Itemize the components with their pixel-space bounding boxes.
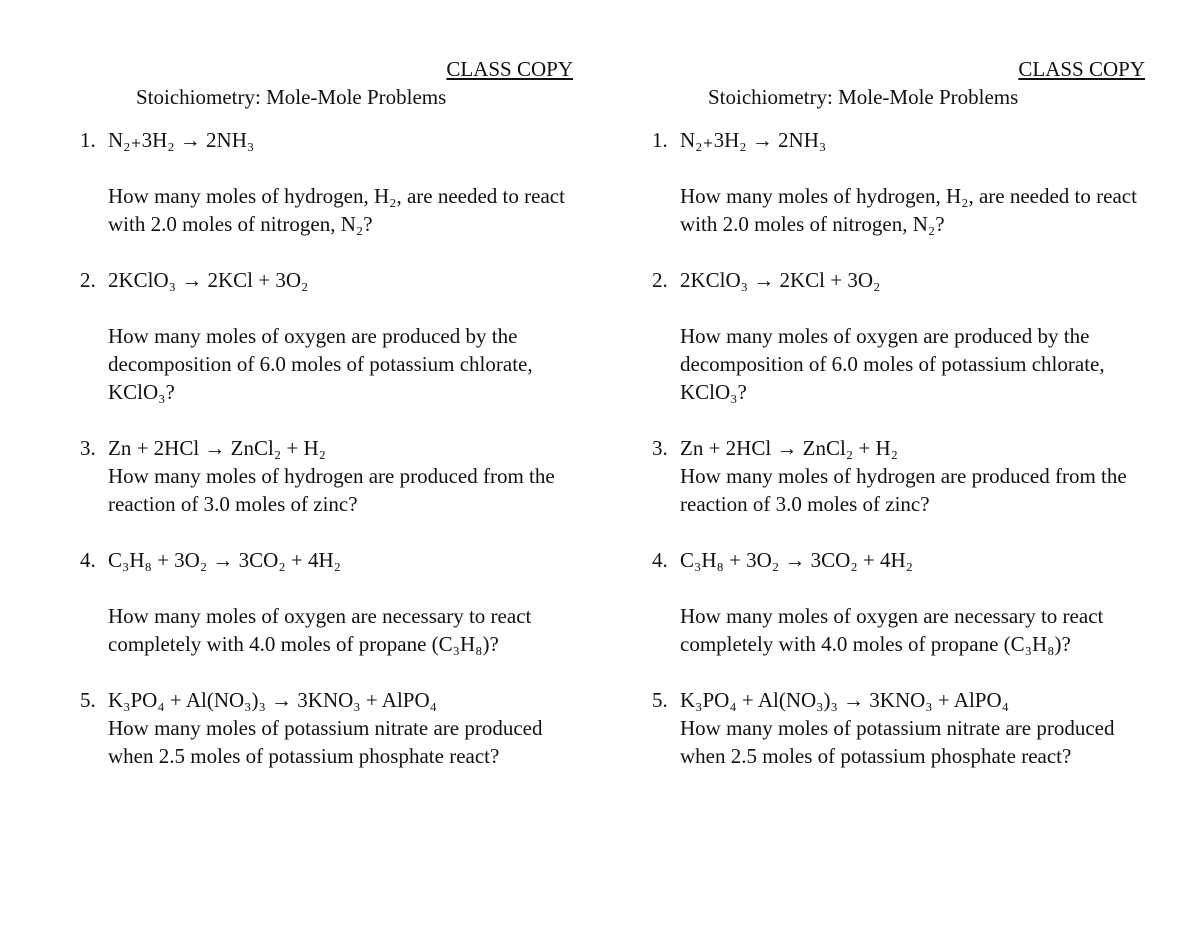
problem-4 bbox=[80, 546, 580, 658]
problem-2 bbox=[652, 266, 1152, 406]
problem-1 bbox=[652, 126, 1152, 238]
worksheet-title: Stoichiometry: Mole-Mole Problems bbox=[136, 85, 447, 109]
problem-question: How many moles of hydrogen are produced from the reaction of 3.0 moles of zinc? bbox=[108, 464, 555, 516]
problem-question: How many moles of potassium nitrate are produced when 2.5 moles of potassium phosphate react? bbox=[108, 716, 543, 768]
problem-4 bbox=[652, 546, 1152, 658]
problem-question: How many moles of hydrogen are produced from the reaction of 3.0 moles of zinc? bbox=[680, 464, 1127, 516]
problem-question: How many moles of hydrogen, H₂, are needed to react with 2.0 moles of nitrogen, N₂? bbox=[108, 184, 565, 236]
problem-question: How many moles of oxygen are necessary to react completely with 4.0 moles of propane (C₃H₈)? bbox=[108, 604, 532, 656]
worksheet-title: Stoichiometry: Mole-Mole Problems bbox=[708, 85, 1019, 109]
chemical-equation: Zn + 2HCl → ZnCl₂ + H₂ bbox=[108, 436, 326, 460]
chemical-equation: C₃H₈ + 3O₂ → 3CO₂ + 4H₂ bbox=[680, 548, 913, 572]
problem-5 bbox=[652, 686, 1152, 770]
chemical-equation: 2KClO₃ → 2KCl + 3O₂ bbox=[680, 268, 881, 292]
chemical-equation: N₂₊3H₂ → 2NH₃ bbox=[680, 128, 827, 152]
problem-number: 3. bbox=[80, 436, 96, 460]
problem-number: 5. bbox=[80, 688, 96, 712]
chemical-equation: N₂₊3H₂ → 2NH₃ bbox=[108, 128, 255, 152]
problem-question: How many moles of oxygen are necessary to react completely with 4.0 moles of propane (C₃H₈)? bbox=[680, 604, 1104, 656]
problem-3 bbox=[652, 434, 1152, 518]
problem-number: 2. bbox=[652, 268, 668, 292]
chemical-equation: C₃H₈ + 3O₂ → 3CO₂ + 4H₂ bbox=[108, 548, 341, 572]
class-copy-label: CLASS COPY bbox=[446, 57, 573, 81]
class-copy-label: CLASS COPY bbox=[1018, 57, 1145, 81]
problem-1 bbox=[80, 126, 580, 238]
problem-number: 2. bbox=[80, 268, 96, 292]
problem-question: How many moles of oxygen are produced by the decomposition of 6.0 moles of potassium chlorate, KClO₃? bbox=[680, 324, 1105, 404]
problem-question: How many moles of oxygen are produced by the decomposition of 6.0 moles of potassium chlorate, KClO₃? bbox=[108, 324, 533, 404]
chemical-equation: Zn + 2HCl → ZnCl₂ + H₂ bbox=[680, 436, 898, 460]
problem-5 bbox=[80, 686, 580, 770]
problem-number: 3. bbox=[652, 436, 668, 460]
problem-number: 5. bbox=[652, 688, 668, 712]
chemical-equation: K₃PO₄ + Al(NO₃)₃ → 3KNO₃ + AlPO₄ bbox=[680, 688, 1009, 712]
problem-question: How many moles of hydrogen, H₂, are needed to react with 2.0 moles of nitrogen, N₂? bbox=[680, 184, 1137, 236]
problem-number: 4. bbox=[652, 548, 668, 572]
problem-2 bbox=[80, 266, 580, 406]
problem-3 bbox=[80, 434, 580, 518]
problem-question: How many moles of potassium nitrate are produced when 2.5 moles of potassium phosphate react? bbox=[680, 716, 1115, 768]
problem-number: 1. bbox=[652, 128, 668, 152]
left-copy bbox=[80, 55, 580, 770]
chemical-equation: K₃PO₄ + Al(NO₃)₃ → 3KNO₃ + AlPO₄ bbox=[108, 688, 437, 712]
problem-number: 4. bbox=[80, 548, 96, 572]
chemical-equation: 2KClO₃ → 2KCl + 3O₂ bbox=[108, 268, 309, 292]
problem-number: 1. bbox=[80, 128, 96, 152]
right-copy bbox=[652, 55, 1152, 770]
